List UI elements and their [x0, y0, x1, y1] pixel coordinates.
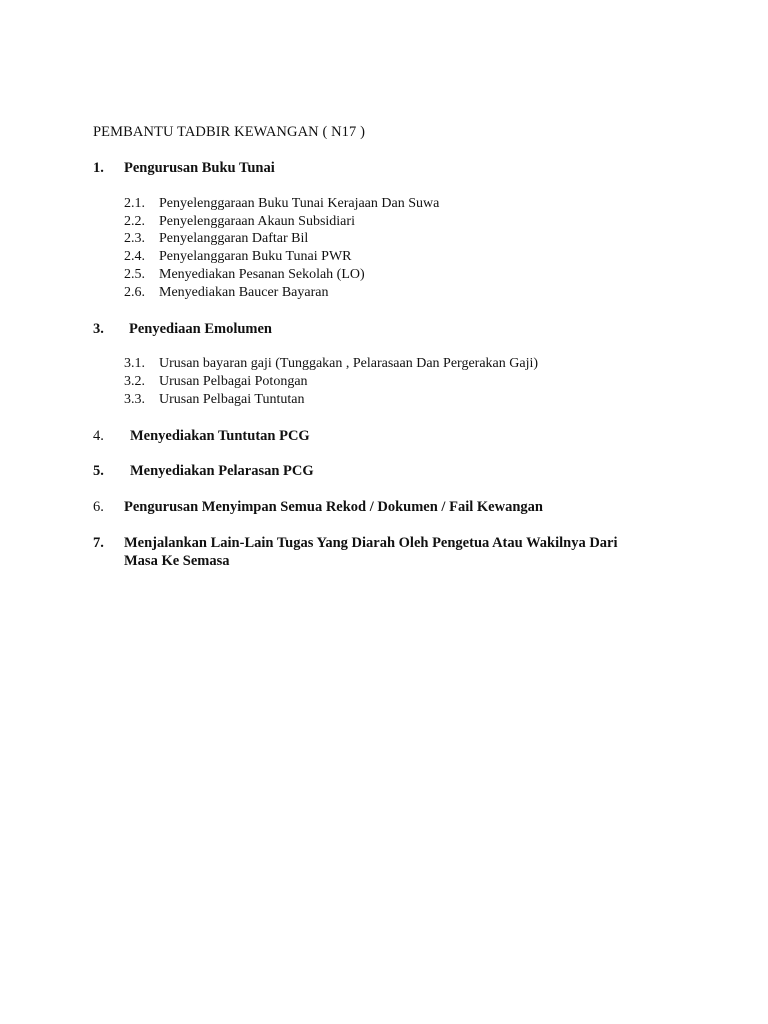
item-3-2-number: 3.2.	[124, 374, 145, 389]
item-3-3-label: Urusan Pelbagai Tuntutan	[159, 392, 305, 407]
section-4-heading: Menyediakan Tuntutan PCG	[130, 428, 310, 444]
item-3-3-number: 3.3.	[124, 392, 145, 407]
section-7-heading-line-1: Menjalankan Lain-Lain Tugas Yang Diarah Oleh Pengetua Atau Wakilnya Dari	[124, 535, 618, 551]
section-1-number: 1.	[93, 160, 104, 176]
section-6-number: 6.	[93, 499, 104, 515]
section-5-number: 5.	[93, 463, 104, 479]
item-2-6-label: Menyediakan Baucer Bayaran	[159, 285, 329, 300]
item-3-1-label: Urusan bayaran gaji (Tunggakan , Pelarasaan Dan Pergerakan Gaji)	[159, 356, 539, 371]
item-2-3-label: Penyelanggaran Daftar Bil	[159, 231, 309, 246]
item-2-5-label: Menyediakan Pesanan Sekolah (LO)	[159, 267, 365, 282]
item-2-4-number: 2.4.	[124, 249, 145, 264]
item-2-4-label: Penyelanggaran Buku Tunai PWR	[159, 249, 352, 264]
section-1-heading: Pengurusan Buku Tunai	[124, 160, 275, 176]
item-2-2-label: Penyelenggaraan Akaun Subsidiari	[159, 214, 355, 229]
section-5-heading: Menyediakan Pelarasan PCG	[130, 463, 314, 479]
document-title: PEMBANTU TADBIR KEWANGAN ( N17 )	[93, 124, 366, 140]
section-3-heading: Penyediaan Emolumen	[129, 321, 272, 337]
item-2-3-number: 2.3.	[124, 231, 145, 246]
item-3-1-number: 3.1.	[124, 356, 145, 371]
section-3-number: 3.	[93, 321, 104, 337]
section-7-heading-line-2: Masa Ke Semasa	[124, 553, 230, 569]
section-7-number: 7.	[93, 535, 104, 551]
section-6-heading: Pengurusan Menyimpan Semua Rekod / Dokumen / Fail Kewangan	[124, 499, 543, 515]
item-2-6-number: 2.6.	[124, 285, 145, 300]
item-2-1-number: 2.1.	[124, 196, 145, 211]
item-2-1-label: Penyelenggaraan Buku Tunai Kerajaan Dan Suwa	[159, 196, 440, 211]
item-2-2-number: 2.2.	[124, 214, 145, 229]
item-2-5-number: 2.5.	[124, 267, 145, 282]
item-3-2-label: Urusan Pelbagai Potongan	[159, 374, 308, 389]
section-4-number: 4.	[93, 428, 104, 444]
